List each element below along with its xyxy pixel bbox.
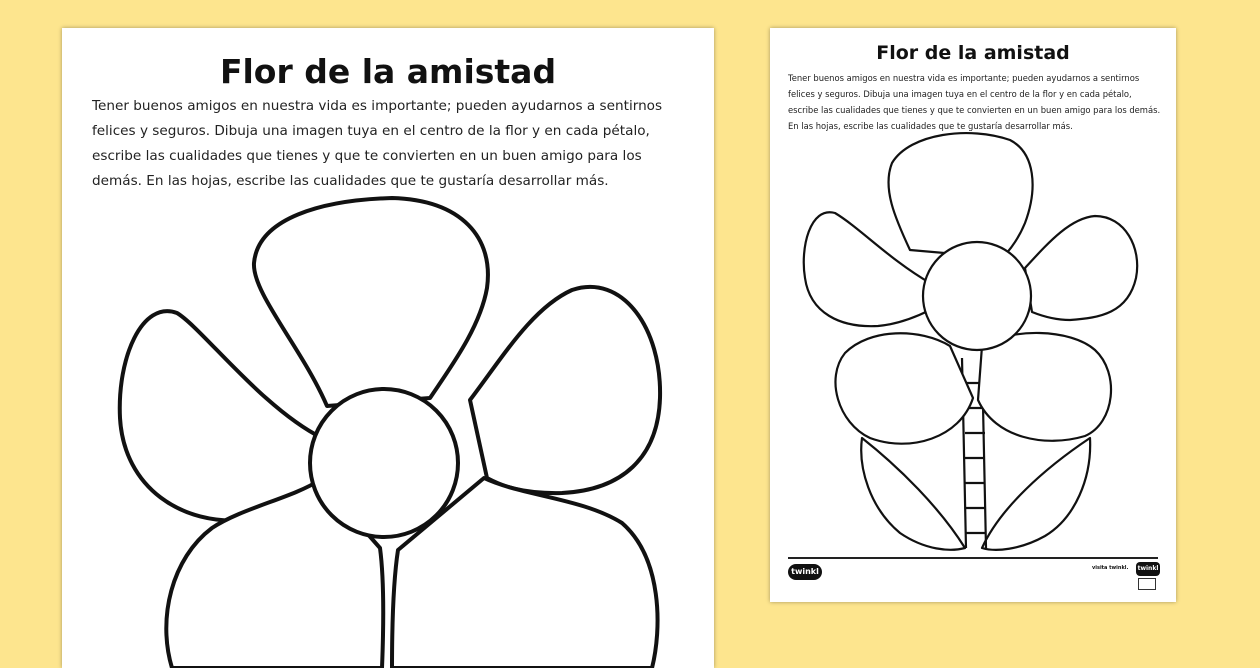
twinkl-badge-logo: twinkl xyxy=(1136,562,1160,576)
petal-right xyxy=(1025,216,1137,320)
worksheet-title: Flor de la amistad xyxy=(219,52,557,91)
footer-divider xyxy=(788,557,1158,559)
worksheet-title: Flor de la amistad xyxy=(876,42,1070,64)
worksheet-instructions: Tener buenos amigos en nuestra vida es importante; pueden ayudarnos a sentirnos felices y seguros. Dibuja una imagen tuya en el centro de la flor y en cada pétalo, escribe las cualidades que tienes y que te convierten en un buen amigo para los demás. En las hojas, escribe las cualidades que te gustaría desarrollar más. xyxy=(92,98,663,189)
certificate-icon xyxy=(1138,578,1156,590)
flower-center xyxy=(923,242,1031,350)
flower-center xyxy=(310,389,458,537)
worksheet-instructions: Tener buenos amigos en nuestra vida es importante; pueden ayudarnos a sentirnos felices y seguros. Dibuja una imagen tuya en el centro de la flor y en cada pétalo, escribe las cualidades que tienes y que te convierten en un buen amigo para los demás. En las hojas, escribe las cualidades que te gustaría desarrollar más. xyxy=(788,73,1161,131)
petal-top xyxy=(254,198,488,406)
petal-bottom-left xyxy=(835,333,973,443)
leaf-left xyxy=(861,438,965,550)
worksheet-preview-large xyxy=(62,28,714,668)
flower-outline-drawing xyxy=(62,28,714,668)
worksheet-preview-small xyxy=(770,28,1176,602)
petal-right xyxy=(470,287,660,493)
footer-visit-text: visita twinkl. xyxy=(1092,565,1129,571)
flower-with-stem-drawing xyxy=(770,28,1176,602)
petal-bottom-right xyxy=(978,333,1111,441)
petal-top xyxy=(888,133,1032,258)
leaf-right xyxy=(982,438,1090,550)
twinkl-logo: twinkl xyxy=(788,564,822,580)
